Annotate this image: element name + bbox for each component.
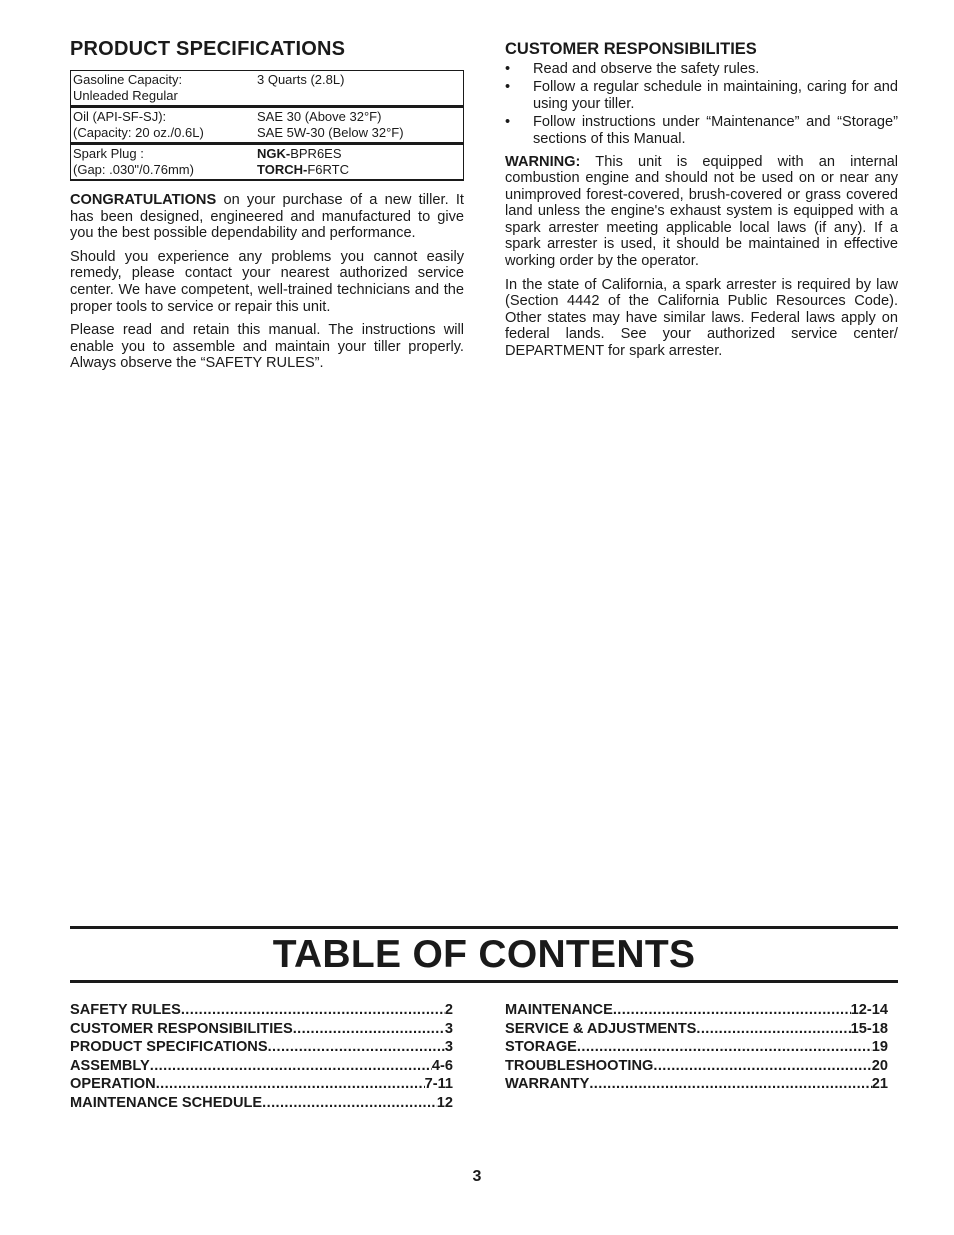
specifications-table <box>70 70 464 181</box>
toc-entry[interactable]: WARRANTY ..... 21 <box>505 1075 888 1094</box>
toc-entry[interactable]: OPERATION ..... 7-11 <box>70 1075 453 1094</box>
toc-entry[interactable]: PRODUCT SPECIFICATIONS ..... 3 <box>70 1038 453 1057</box>
spec-row-gasoline <box>71 71 463 108</box>
toc-entry[interactable]: MAINTENANCE ..... 12-14 <box>505 1001 888 1020</box>
bullet-icon: • <box>505 113 511 130</box>
toc-entry[interactable]: MAINTENANCE SCHEDULE ..... 12 <box>70 1094 453 1113</box>
spec-label: Gasoline Capacity: Unleaded Regular <box>73 72 183 103</box>
list-item: • Follow a regular schedule in maintaining, caring for and using your tiller. <box>505 78 898 112</box>
toc-entry[interactable]: SERVICE & ADJUSTMENTS ..... 15-18 <box>505 1020 888 1039</box>
product-specifications-heading: PRODUCT SPECIFICATIONS <box>70 38 346 60</box>
bullet-icon: • <box>505 61 511 77</box>
toc-entry[interactable]: STORAGE ..... 19 <box>505 1038 888 1057</box>
spec-value: 3 Quarts (2.8L) <box>257 72 345 87</box>
list-item: • Follow instructions under “Maintenance” and “Storage” sections of this Manual. <box>505 113 898 147</box>
california-paragraph: In the state of California, a spark arrester is required by law (Section 4442 of the California Public Resources Code). Other states may have similar laws. Federal laws apply on federal lands. See your authorized service center/ DEPARTMENT for spark arrester. <box>505 276 898 360</box>
spec-row-oil <box>71 108 463 145</box>
toc-entry[interactable]: TROUBLESHOOTING ..... 20 <box>505 1057 888 1076</box>
list-item: • Read and observe the safety rules. <box>505 61 760 77</box>
support-paragraph: Should you experience any problems you cannot easily remedy, please contact your nearest authorized service center. We have competent, well-trained technicians and the proper tools to service or repair this unit. <box>70 248 464 315</box>
toc-entry[interactable]: ASSEMBLY ..... 4-6 <box>70 1057 453 1076</box>
toc-entry[interactable]: CUSTOMER RESPONSIBILITIES ..... 3 <box>70 1020 453 1039</box>
toc-title: TABLE OF CONTENTS <box>272 933 696 976</box>
spec-label: Oil (API-SF-SJ): (Capacity: 20 oz./0.6L) <box>73 109 204 140</box>
customer-responsibilities-heading: CUSTOMER RESPONSIBILITIES <box>505 40 757 58</box>
manual-paragraph: Please read and retain this manual. The instructions will enable you to assemble and maintain your tiller properly. Always observe the “SAFETY RULES”. <box>70 322 464 372</box>
bullet-icon: • <box>505 78 511 95</box>
toc-top-rule <box>70 926 898 929</box>
spec-label: Spark Plug : (Gap: .030"/0.76mm) <box>73 146 194 177</box>
spec-value: SAE 30 (Above 32°F) SAE 5W-30 (Below 32°F) <box>257 109 404 140</box>
congratulations-paragraph: CONGRATULATIONS on your purchase of a new tiller. It has been designed, engineered and manufactured to give you the best possible dependability and performance. <box>70 192 464 242</box>
warning-paragraph: WARNING: This unit is equipped with an internal combustion engine and should not be used on or near any unimproved forest-covered, brush-covered or grass covered land unless the engine's exhaust system is equipped with a spark arrester meeting applicable local laws (if any). If a spark arrester is used, it should be maintained in effective working order by the operator. <box>505 153 898 270</box>
toc-left-column <box>70 1001 453 1113</box>
spec-value: NGK-BPR6ES TORCH-F6RTC <box>257 146 349 177</box>
page-number: 3 <box>472 1168 482 1185</box>
responsibilities-list <box>505 61 898 149</box>
left-column <box>70 38 464 379</box>
spec-row-spark-plug <box>71 145 463 180</box>
toc-bottom-rule <box>70 980 898 983</box>
toc-right-column <box>505 1001 888 1094</box>
right-column <box>505 38 898 367</box>
toc-entry[interactable]: SAFETY RULES ..... 2 <box>70 1001 453 1020</box>
